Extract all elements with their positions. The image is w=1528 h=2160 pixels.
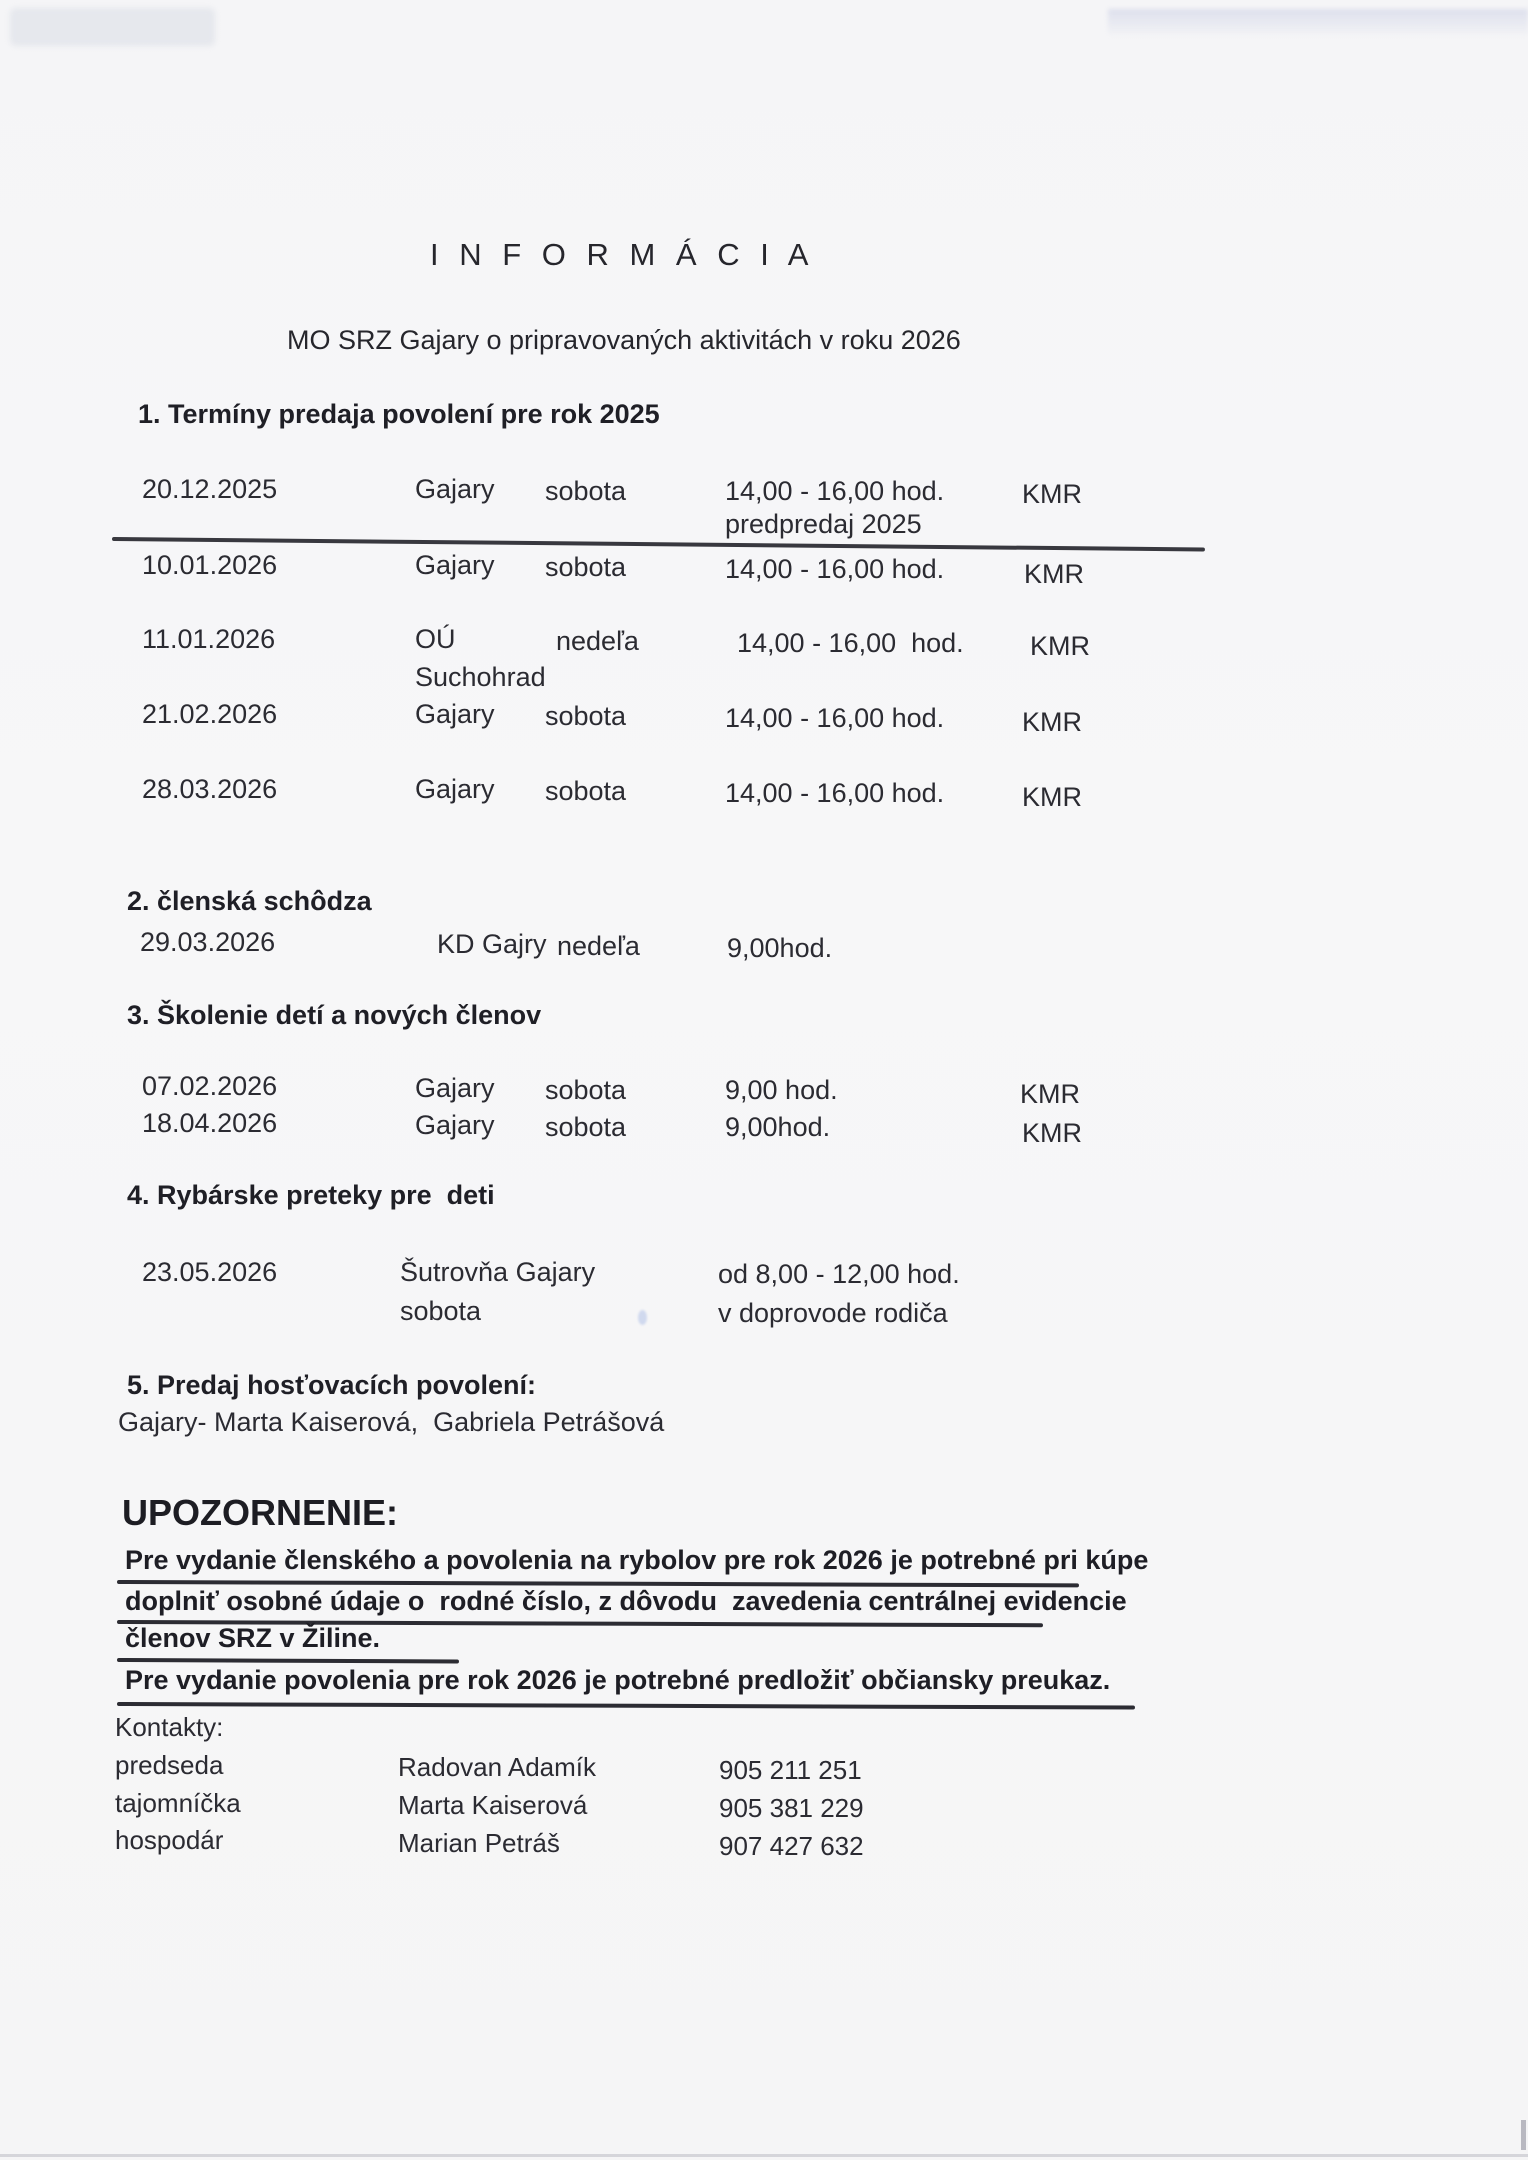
- notice-line-3: členov SRZ v Žiline.: [125, 1623, 381, 1653]
- contact-name: Radovan Adamík: [398, 1752, 597, 1782]
- row-place: Gajary: [415, 774, 495, 804]
- contact-phone: 907 427 632: [719, 1831, 864, 1861]
- scan-line-bottom-edge: [0, 2154, 1528, 2157]
- row-place-line2: sobota: [400, 1296, 482, 1326]
- contact-role: hospodár: [115, 1825, 224, 1855]
- row-place: OÚ: [415, 624, 456, 654]
- row-time: 14,00 - 16,00 hod.: [725, 476, 945, 506]
- row-day: sobota: [545, 476, 627, 506]
- contact-role: predseda: [115, 1750, 224, 1780]
- contact-name: Marian Petráš: [398, 1828, 560, 1858]
- row-time: 9,00 hod.: [725, 1075, 838, 1105]
- notice-underline-3: [117, 1658, 459, 1663]
- row-date: 21.02.2026: [142, 699, 278, 729]
- row-place: Šutrovňa Gajary: [400, 1257, 596, 1287]
- document-subtitle: MO SRZ Gajary o pripravovaných aktivitách v roku 2026: [287, 325, 961, 355]
- row-time: 14,00 - 16,00 hod.: [725, 554, 945, 584]
- row-day: sobota: [545, 1075, 627, 1105]
- notice-line-1: Pre vydanie členského a povolenia na rybolov pre rok 2026 je potrebné pri kúpe: [125, 1545, 1149, 1575]
- notice-heading: UPOZORNENIE:: [122, 1492, 399, 1533]
- scan-smudge-top-left: [10, 8, 215, 46]
- row-org: KMR: [1022, 1118, 1082, 1148]
- row-time: 9,00hod.: [727, 933, 833, 963]
- row-date: 07.02.2026: [142, 1071, 278, 1101]
- row-note: predpredaj 2025: [725, 509, 922, 539]
- row-place-line2: Suchohrad: [415, 662, 546, 692]
- scan-dot-blue: [638, 1310, 647, 1325]
- row-time: 9,00hod.: [725, 1112, 831, 1142]
- section-2-heading: 2. členská schôdza: [127, 886, 372, 916]
- row-org: KMR: [1022, 479, 1082, 509]
- row-place: Gajary: [415, 1110, 495, 1140]
- row-date: 18.04.2026: [142, 1108, 278, 1138]
- row-time: 14,00 - 16,00 hod.: [737, 628, 964, 658]
- row-org: KMR: [1022, 707, 1082, 737]
- section-3-heading: 3. Školenie detí a nových členov: [127, 1000, 542, 1030]
- notice-underline-4: [117, 1702, 1135, 1710]
- section-5-sellers: Gajary- Marta Kaiserová, Gabriela Petrášová: [118, 1407, 665, 1437]
- notice-line-2: doplniť osobné údaje o rodné číslo, z dôvodu zavedenia centrálnej evidencie: [125, 1586, 1127, 1616]
- notice-line-4: Pre vydanie povolenia pre rok 2026 je potrebné predložiť občiansky preukaz.: [125, 1665, 1111, 1695]
- row-date: 28.03.2026: [142, 774, 278, 804]
- row-time-line2: v doprovode rodiča: [718, 1298, 948, 1328]
- document-title: I N F O R M Á C I A: [430, 237, 815, 272]
- contact-phone: 905 381 229: [719, 1793, 864, 1823]
- row-time: od 8,00 - 12,00 hod.: [718, 1259, 960, 1289]
- row-place: KD Gajry: [437, 929, 547, 959]
- contacts-heading: Kontakty:: [115, 1712, 224, 1742]
- row-day: sobota: [545, 701, 627, 731]
- row-date: 11.01.2026: [142, 624, 276, 654]
- row-org: KMR: [1022, 782, 1082, 812]
- row-org: KMR: [1024, 559, 1084, 589]
- section-5-heading: 5. Predaj hosťovacích povolení:: [127, 1370, 537, 1400]
- row-place: Gajary: [415, 1073, 495, 1103]
- contact-role: tajomníčka: [115, 1788, 241, 1818]
- row-place: Gajary: [415, 699, 495, 729]
- row-date: 29.03.2026: [140, 927, 276, 957]
- row-date: 20.12.2025: [142, 474, 278, 504]
- row-day: sobota: [545, 776, 627, 806]
- row-place: Gajary: [415, 550, 495, 580]
- section-4-heading: 4. Rybárske preteky pre deti: [127, 1180, 495, 1210]
- row-org: KMR: [1020, 1079, 1080, 1109]
- row-date: 23.05.2026: [142, 1257, 278, 1287]
- section-1-heading: 1. Termíny predaja povolení pre rok 2025: [138, 399, 660, 429]
- row-org: KMR: [1030, 631, 1090, 661]
- scan-mark-right-edge: [1521, 2120, 1526, 2150]
- row-time: 14,00 - 16,00 hod.: [725, 778, 945, 808]
- contact-name: Marta Kaiserová: [398, 1790, 588, 1820]
- row-day: sobota: [545, 1112, 627, 1142]
- contact-phone: 905 211 251: [719, 1755, 862, 1785]
- row-day: nedeľa: [556, 626, 639, 656]
- row-time: 14,00 - 16,00 hod.: [725, 703, 945, 733]
- scan-band-top-right: [1108, 9, 1528, 35]
- row-date: 10.01.2026: [142, 550, 278, 580]
- row-day: sobota: [545, 552, 627, 582]
- row-place: Gajary: [415, 474, 495, 504]
- row-day: nedeľa: [557, 931, 640, 961]
